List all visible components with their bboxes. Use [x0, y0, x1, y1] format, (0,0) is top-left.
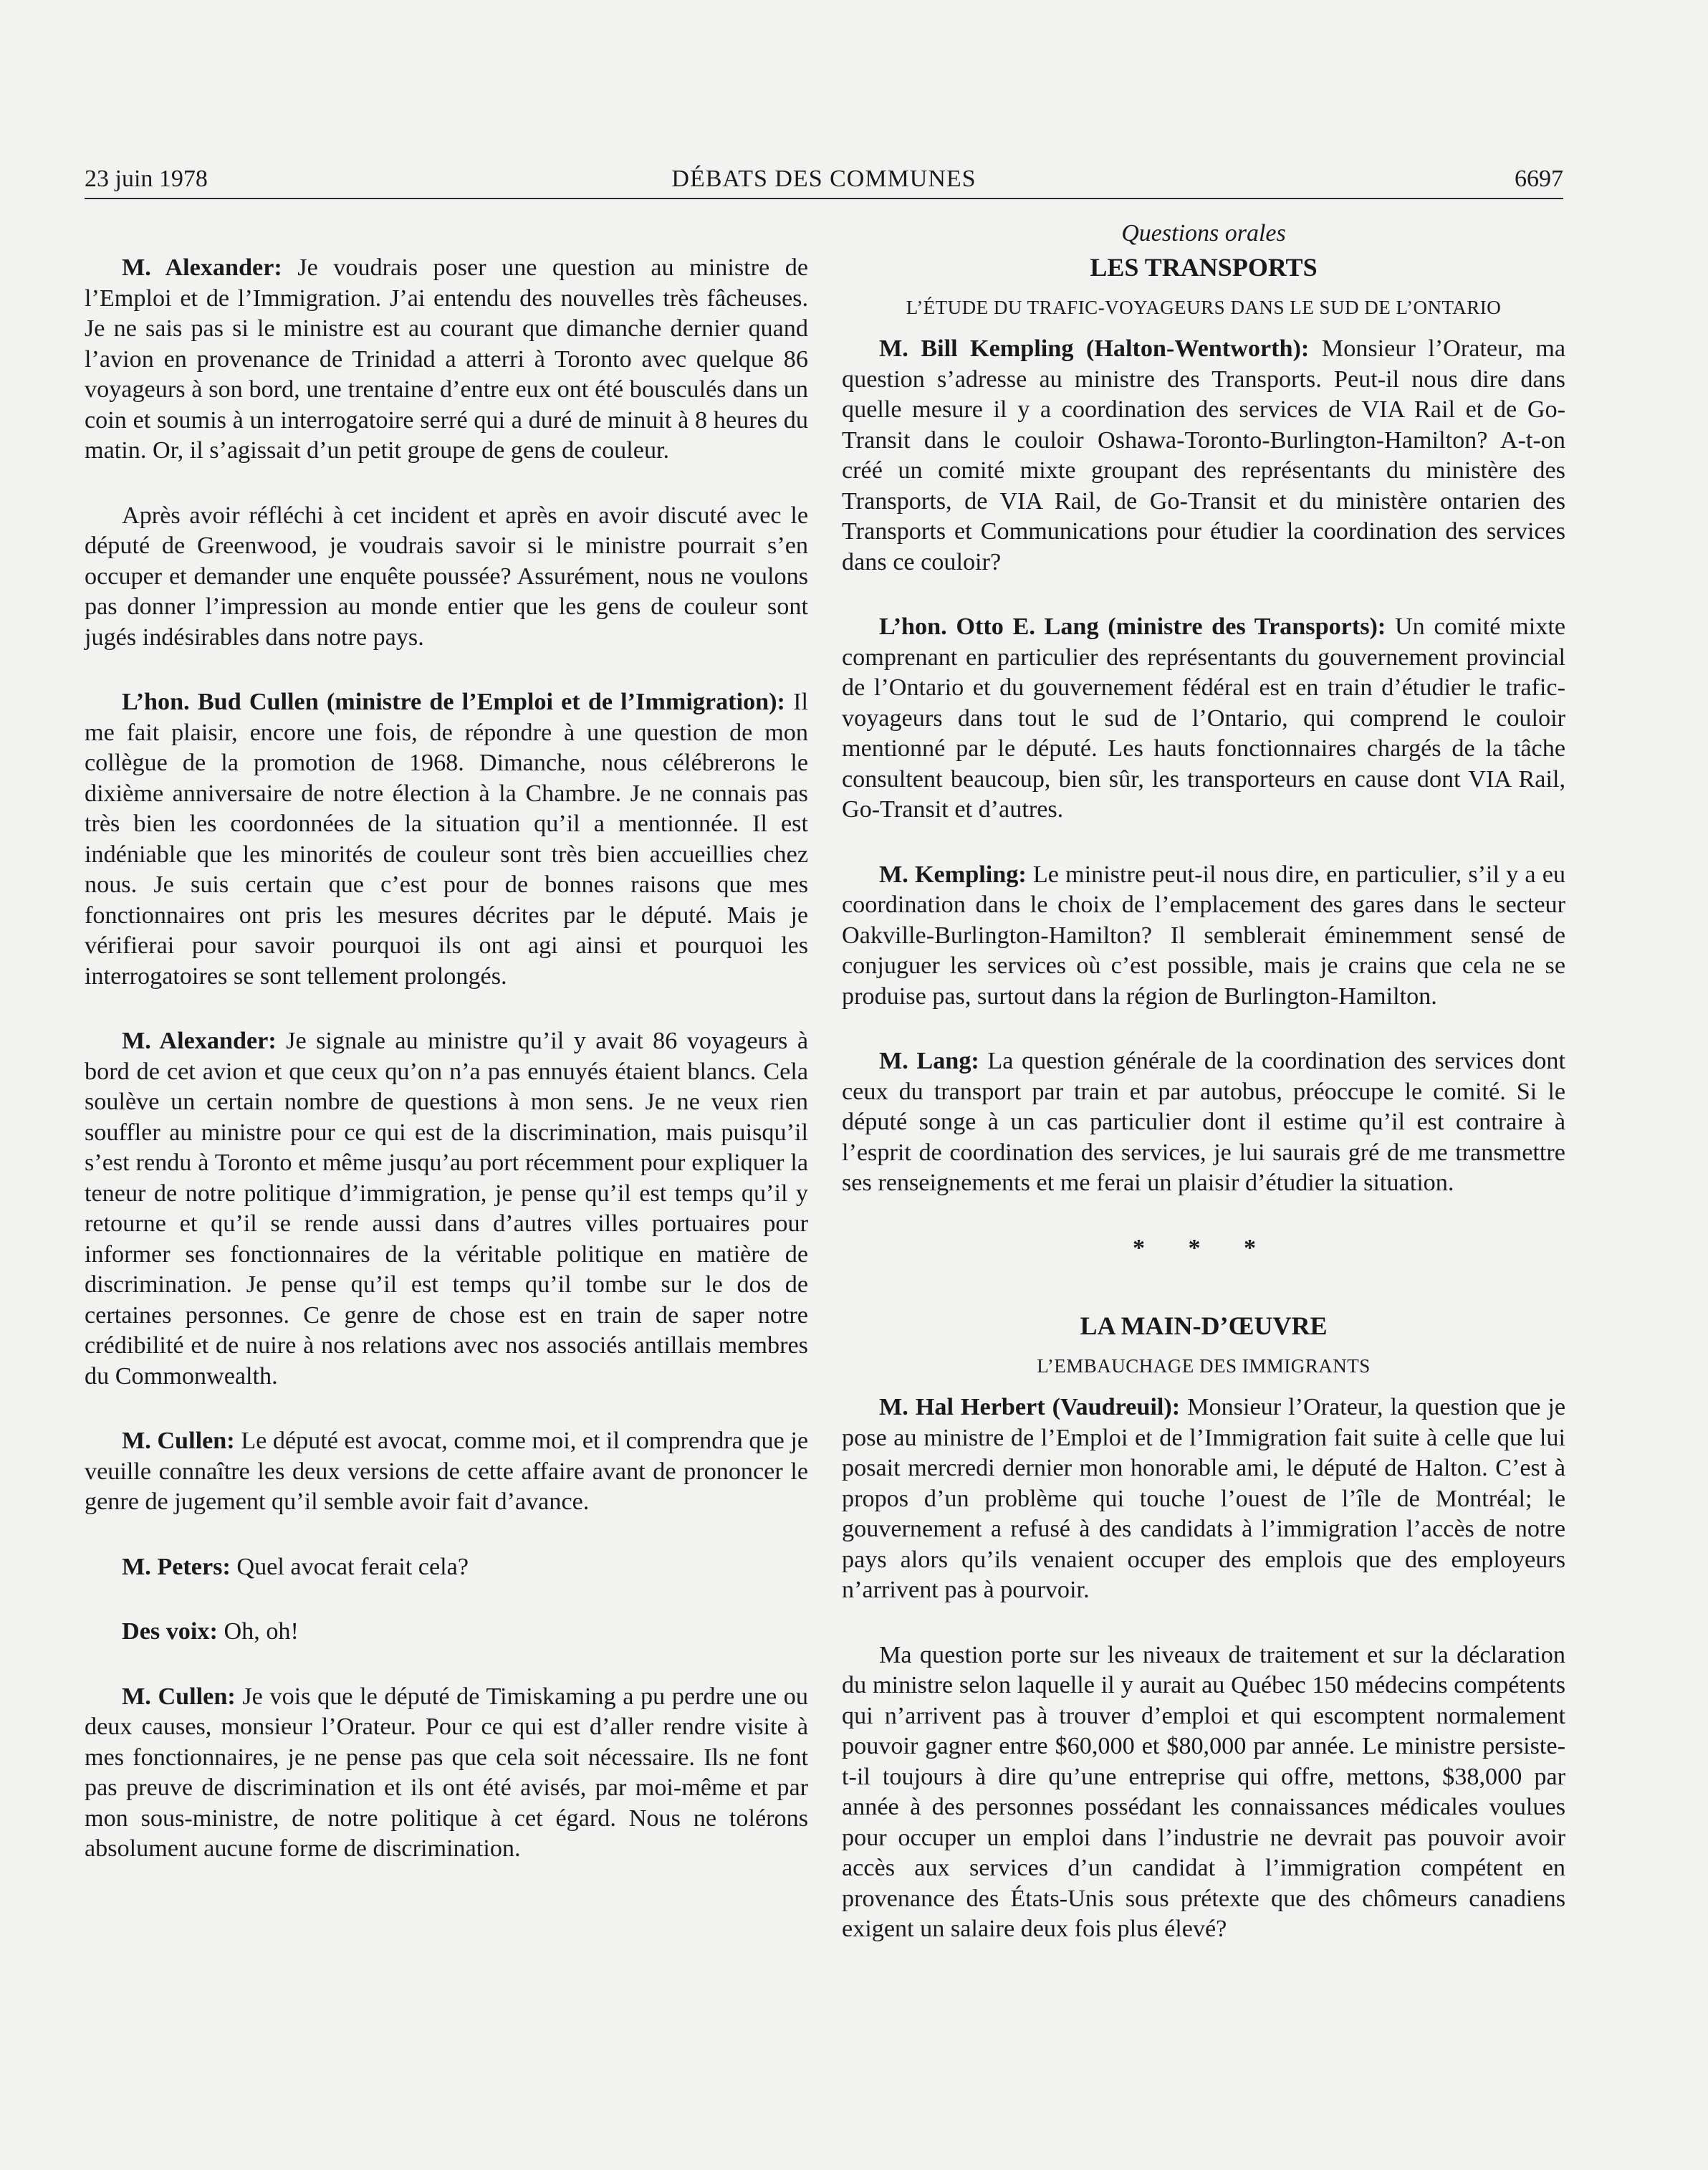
paragraph: [85, 253, 808, 467]
paragraph: [842, 612, 1565, 826]
header-page-number: 6697: [1515, 166, 1563, 192]
paragraph: [85, 1552, 808, 1583]
header-title: DÉBATS DES COMMUNES: [671, 166, 977, 192]
paragraph-text: Oh, oh!: [217, 1618, 299, 1645]
speaker-name: L’hon. Bud Cullen (ministre de l’Emploi et de l’Immigration):: [122, 689, 785, 715]
paragraph-text: Ma question porte sur les niveaux de traitement et sur la déclaration du ministre selon laquelle il y aurait au Québec 150 médecins compétents qui n’arrivent pas à trouver d’emploi et qui escomptent normalement pouvoir gagner entre $60,000 et $80,000 par année. Le ministre persiste-t-il toujours à dire qu’une entreprise qui offre, mettons, $38,000 par année à des personnes possédant les connaissances médicales voulues pour occuper un emploi dans l’industrie ne devrait pas pouvoir avoir accès aux services d’un candidat à l’immigration compétent en provenance des États-Unis sous prétexte que des chômeurs canadiens exigent un salaire deux fois plus élevé?: [842, 1641, 1565, 1942]
speaker-name: M. Cullen:: [122, 1428, 235, 1454]
section-title-transports: LES TRANSPORTS: [1090, 253, 1318, 282]
paragraph-text: Quel avocat ferait cela?: [230, 1553, 469, 1580]
paragraph: [85, 1682, 808, 1865]
speaker-name: M. Alexander:: [122, 1028, 277, 1054]
paragraph-text: Je vois que le député de Timiskaming a pu perdre une ou deux causes, monsieur l’Orateur. Pour ce qui est d’aller rendre visite à mes fonctionnaires, je ne pense pas que cela soit nécessaire. Ils ne font pas preuve de discrimination et ils ont été avisés, par moi-même et par mon sous-ministre, de notre politique à cet égard. Nous ne tolérons absolument aucune forme de discrimination.: [85, 1683, 808, 1862]
paragraph-text: La question générale de la coordination des services dont ceux du transport par train et par autobus, préoccupe le comité. Si le député songe à un cas particulier dont il estime qu’il est contraire à l’esprit de coordination des services, je lui saurais gré de me transmettre ses renseignements et me ferai un plaisir d’étudier la situation.: [842, 1048, 1565, 1196]
section-subtitle-transports: L’ÉTUDE DU TRAFIC-VOYAGEURS DANS LE SUD DE L’ONTARIO: [906, 297, 1502, 318]
paragraph-text: Après avoir réfléchi à cet incident et après en avoir discuté avec le député de Greenwood, je voudrais savoir si le ministre pourrait s’en occuper et demander une enquête poussée? Assurément, nous ne voulons pas donner l’impression au monde entier que les gens de couleur sont jugés indésirables dans notre pays.: [85, 502, 808, 651]
speaker-name: M. Lang:: [879, 1048, 979, 1074]
speaker-name: M. Hal Herbert (Vaudreuil):: [879, 1394, 1181, 1420]
paragraph: [842, 334, 1565, 578]
speaker-name: M. Alexander:: [122, 254, 282, 281]
section-separator: * * *: [1133, 1234, 1275, 1261]
paragraph-text: Un comité mixte comprenant en particulier des représentants du gouvernement provincial de l’Ontario et du gouvernement fédéral est en train d’étudier le trafic-voyageurs dans tout le sud de l’Ontario, qui comprend le couloir mentionné par le député. Les hauts fonctionnaires chargés de la tâche consultent beaucoup, bien sûr, les transporteurs en cause dont VIA Rail, Go-Transit et d’autres.: [842, 613, 1565, 823]
paragraph-text: Je voudrais poser une question au ministre de l’Emploi et de l’Immigration. J’ai entendu des nouvelles très fâcheuses. Je ne sais pas si le ministre est au courant que dimanche dernier quand l’avion en provenance de Trinidad a atterri à Toronto avec quelque 86 voyageurs à son bord, une trentaine d’entre eux ont été bousculés dans un coin et soumis à un interrogatoire serré qui a duré de minuit à 8 heures du matin. Or, il s’agissait d’un petit groupe de gens de couleur.: [85, 254, 808, 464]
paragraph-text: Je signale au ministre qu’il y avait 86 voyageurs à bord de cet avion et que ceux qu’on n’a pas ennuyés étaient blancs. Cela soulève un certain nombre de questions à mon sens. Je ne veux rien souffler au ministre pour ce qui est de la discrimination, mais puisqu’il s’est rendu à Toronto et même jusqu’au port récemment pour expliquer la teneur de notre politique d’immigration, je pense qu’il est temps qu’il y retourne et qu’il se rende aussi dans d’autres villes portuaires pour informer ses fonctionnaires de la véritable politique en matière de discrimination. Je pense qu’il est temps qu’il tombe sur le dos de certaines personnes. Ce genre de chose est en train de saper notre crédibilité et de nuire à nos relations avec nos associés antillais membres du Commonwealth.: [85, 1028, 808, 1390]
paragraph: [842, 860, 1565, 1013]
right-column: [842, 219, 1565, 1979]
paragraph: [842, 1392, 1565, 1606]
paragraph-text: Monsieur l’Orateur, la question que je pose au ministre de l’Emploi et de l’Immigration fait suite à celle que lui posait mercredi dernier mon honorable ami, le député de Halton. C’est à propos d’un problème qui touche l’ouest de l’île de Montréal; le gouvernement a refusé à des candidats à l’immigration l’accès de notre pays alors qu’ils venaient occuper des emplois que des employeurs n’arrivent pas à pourvoir.: [842, 1394, 1565, 1603]
speaker-name: M. Bill Kempling (Halton-Wentworth):: [879, 335, 1310, 362]
speaker-name: M. Kempling:: [879, 861, 1027, 888]
speaker-name: M. Cullen:: [122, 1683, 236, 1710]
paragraph-text: Il me fait plaisir, encore une fois, de répondre à une question de mon collègue de la promotion de 1968. Dimanche, nous célébrerons le dixième anniversaire de notre élection à la Chambre. Je ne connais pas très bien les coordonnées de la situation qu’il a mentionnée. Il est indéniable que les minorités de couleur sont très bien accueillies chez nous. Je suis certain que c’est pour de bonnes raisons que mes fonctionnaires ont pris les mesures décrites par le député. Mais je vérifierai pour savoir pourquoi ils ont agi ainsi et pourquoi les interrogatoires se sont tellement prolongés.: [85, 689, 808, 990]
paragraph: [842, 1640, 1565, 1945]
page-header: [85, 162, 1563, 199]
section-subtitle-immigrants: L’EMBAUCHAGE DES IMMIGRANTS: [1037, 1355, 1371, 1377]
section-label: Questions orales: [1121, 220, 1286, 247]
speaker-name: L’hon. Otto E. Lang (ministre des Transports):: [879, 613, 1386, 640]
left-column: [85, 253, 808, 1899]
speaker-name: Des voix:: [122, 1618, 218, 1645]
paragraph: [85, 1426, 808, 1518]
header-date: 23 juin 1978: [85, 166, 208, 192]
paragraph: [85, 1617, 808, 1648]
paragraph: [842, 1046, 1565, 1199]
speaker-name: M. Peters:: [122, 1553, 231, 1580]
paragraph: [85, 1026, 808, 1392]
paragraph: [85, 501, 808, 654]
section-title-main-doeuvre: LA MAIN-D’ŒUVRE: [1080, 1311, 1328, 1340]
paragraph-text: Monsieur l’Orateur, ma question s’adresse au ministre des Transports. Peut-il nous dire dans quelle mesure il y a coordination des services de VIA Rail et de Go-Transit dans le couloir Oshawa-Toronto-Burlington-Hamilton? A-t-on créé un comité mixte groupant des représentants du ministère des Transports, de VIA Rail, de Go-Transit et du ministère ontarien des Transports et Communications pour étudier la coordination des services dans ce couloir?: [842, 335, 1565, 575]
paragraph-text: Le ministre peut-il nous dire, en particulier, s’il y a eu coordination dans le choix de l’emplacement des gares dans le secteur Oakville-Burlington-Hamilton? Il semblerait éminemment sensé de conjuguer les services où c’est possible, mais je crains que cela ne se produise pas, surtout dans la région de Burlington-Hamilton.: [842, 861, 1566, 1010]
paragraph-text: Le député est avocat, comme moi, et il comprendra que je veuille connaître les deux versions de cette affaire avant de prononcer le genre de jugement qu’il semble avoir fait d’avance.: [85, 1428, 808, 1515]
paragraph: [85, 687, 808, 992]
